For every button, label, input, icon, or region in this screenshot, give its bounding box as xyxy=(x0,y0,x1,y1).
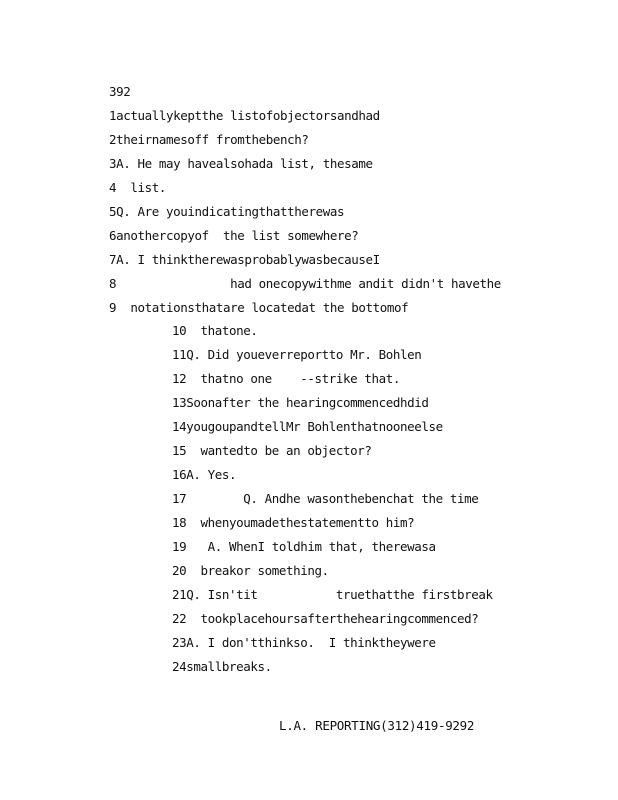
transcript-line-20: 20 breakor something. xyxy=(172,563,329,578)
transcript-line-16: 16A. Yes. xyxy=(172,467,237,482)
transcript-line-15: 15 wantedto be an objector? xyxy=(172,443,372,458)
page-number: 392 xyxy=(109,84,131,99)
transcript-line-17: 17 Q. Andhe wasonthebenchat the time xyxy=(172,491,479,506)
transcript-line-5: 5Q. Are youindicatingthattherewas xyxy=(109,204,345,219)
transcript-line-19: 19 A. WhenI toldhim that, therewasa xyxy=(172,539,436,554)
transcript-line-7: 7A. I thinktherewasprobablywasbecauseI xyxy=(109,252,380,267)
transcript-line-14: 14yougoupandtellMr Bohlenthatnooneelse xyxy=(172,419,443,434)
transcript-line-1: 1actuallykeptthe listofobjectorsandhad xyxy=(109,108,380,123)
transcript-line-3: 3A. He may havealsohada list, thesame xyxy=(109,156,373,171)
transcript-line-4: 4 list. xyxy=(109,180,167,195)
transcript-line-6: 6anothercopyof the list somewhere? xyxy=(109,228,359,243)
transcript-line-18: 18 whenyoumadethestatementto him? xyxy=(172,515,415,530)
transcript-line-12: 12 thatno one --strike that. xyxy=(172,371,401,386)
transcript-line-10: 10 thatone. xyxy=(172,323,258,338)
transcript-line-21: 21Q. Isn'tit truethatthe firstbreak xyxy=(172,587,493,602)
reporter-footer: L.A. REPORTING(312)419-9292 xyxy=(279,718,475,733)
transcript-line-23: 23A. I don'tthinkso. I thinktheywere xyxy=(172,635,436,650)
transcript-line-9: 9 notationsthatare locatedat the bottomof xyxy=(109,300,409,315)
transcript-line-11: 11Q. Did youeverreportto Mr. Bohlen xyxy=(172,347,422,362)
transcript-line-13: 13Soonafter the hearingcommencedhdid xyxy=(172,395,429,410)
transcript-line-24: 24smallbreaks. xyxy=(172,659,272,674)
transcript-line-8: 8 had onecopywithme andit didn't havethe xyxy=(109,276,501,291)
transcript-line-22: 22 tookplacehoursafterthehearingcommenced? xyxy=(172,611,479,626)
transcript-line-2: 2theirnamesoff fromthebench? xyxy=(109,132,309,147)
